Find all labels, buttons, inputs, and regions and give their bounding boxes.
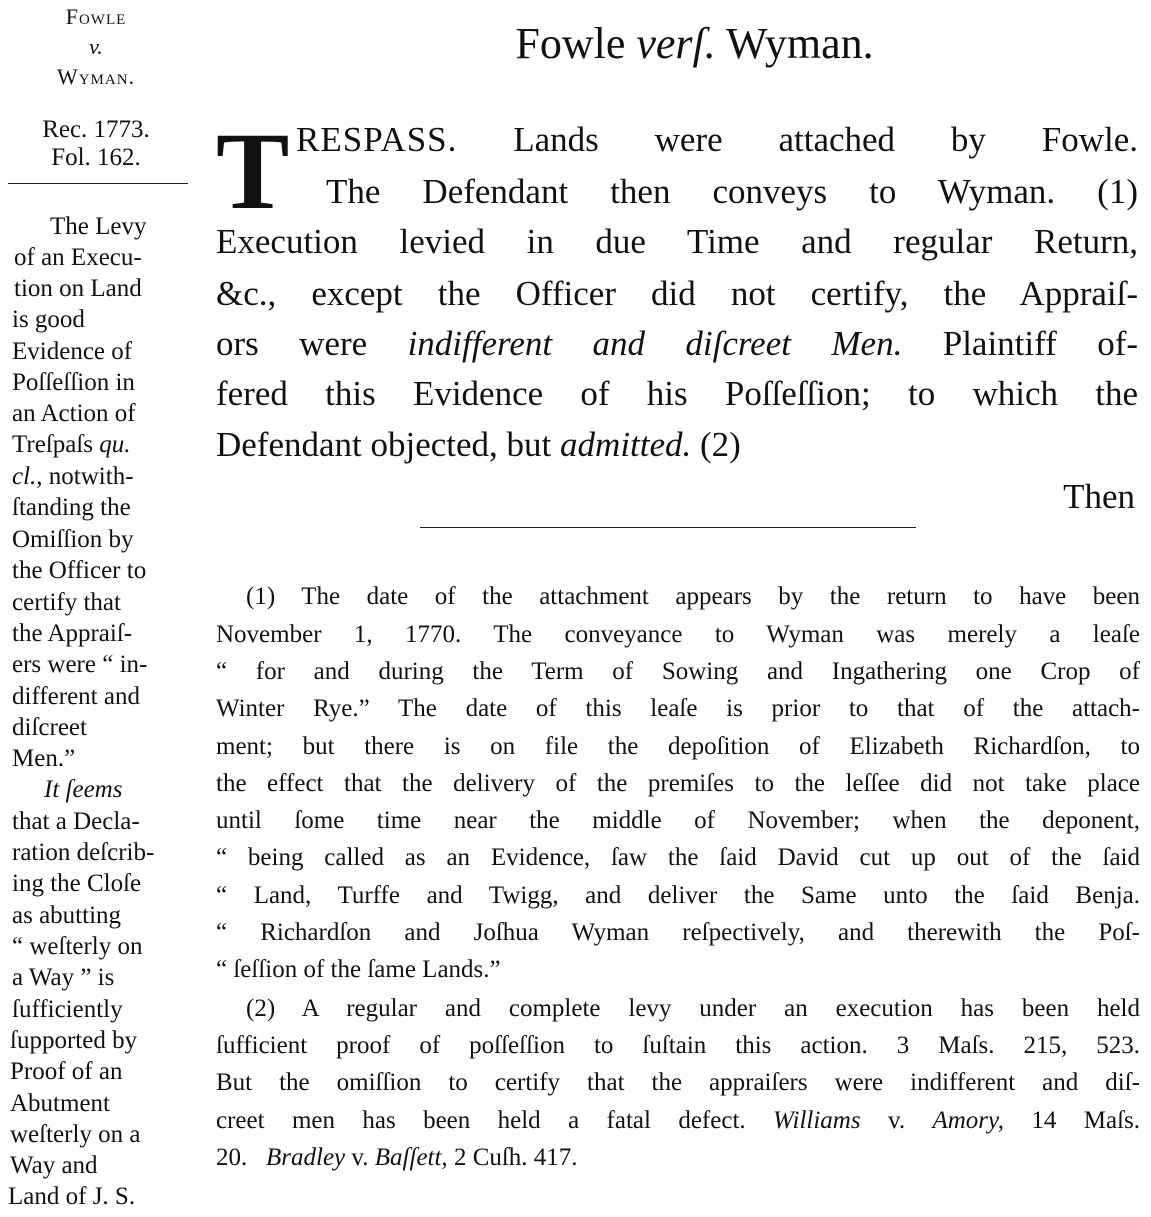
margin-note-line: the Officer to: [12, 557, 147, 584]
margin-note-line: a Way ” is: [12, 964, 115, 991]
margin-note-line: ing the Cloſe: [12, 870, 142, 897]
main-line-caps: RESPASS.: [296, 120, 458, 159]
footnote-line: “ being called as an Evidence, ſaw the ſaid David cut up out of the ſaid: [216, 844, 1140, 871]
title-plaintiff: Fowle: [515, 19, 626, 68]
page-title: [0, 18, 1151, 69]
margin-note-line: ration deſcrib-: [12, 839, 155, 866]
footnote-line: Winter Rye.” The date of this leaſe is prior to that of the attach-: [216, 695, 1140, 722]
margin-note-line: Omiſſion by: [12, 526, 134, 553]
margin-note-line: tion on Land: [14, 275, 142, 302]
margin-record: Rec. 1773.: [42, 116, 150, 143]
main-line: [296, 122, 1138, 157]
footnote-line: until ſome time near the middle of November; when the deponent,: [216, 807, 1140, 834]
main-line: &c., except the Officer did not certify, the Appraiſ-: [216, 274, 1138, 313]
main-line: [216, 427, 1138, 462]
margin-note-line: Abutment: [10, 1090, 110, 1117]
footnote-line: “ for and during the Term of Sowing and Ingathering one Crop of: [216, 658, 1140, 685]
footnote-text: 2 Cuſh. 417.: [453, 1144, 578, 1171]
margin-note-line: an Action of: [12, 400, 136, 427]
margin-note-line: ſufficiently: [12, 996, 123, 1023]
case-name-italic: Bradley: [266, 1144, 346, 1171]
margin-note-line: as abutting: [12, 902, 122, 929]
footnote-text: v.: [887, 1107, 906, 1134]
margin-note-line: diſcreet: [12, 714, 87, 741]
margin-note-line: Proof of an: [10, 1058, 123, 1085]
margin-note-line: that a Decla-: [12, 808, 140, 835]
footnote-line: ſufficient proof of poſſeſſion to ſuſtain this action. 3 Maſs. 215, 523.: [216, 1032, 1140, 1059]
margin-note-line: the Appraiſ-: [12, 620, 133, 647]
footnote-line: But the omiſſion to certify that the appraiſers were indifferent and diſ-: [216, 1069, 1140, 1096]
footnote-line: (2) A regular and complete levy under an execution has been held: [246, 995, 1140, 1022]
footnote-line: November 1, 1770. The conveyance to Wyman was merely a leaſe: [216, 621, 1140, 648]
drop-cap: T: [216, 110, 290, 232]
main-line-italic: indifferent and diſcreet Men.: [407, 324, 903, 363]
main-line: [216, 326, 1138, 361]
main-line-part: Plaintiff of-: [942, 324, 1139, 363]
footnote-line: (1) The date of the attachment appears by the return to have been: [246, 583, 1140, 610]
margin-note-line: cl., notwith-: [12, 463, 134, 490]
margin-note-line: Men.”: [12, 745, 76, 772]
margin-note-line: Treſpaſs qu.: [12, 431, 131, 458]
main-line: The Defendant then conveys to Wyman. (1): [326, 172, 1138, 211]
margin-case-top: Fowle: [65, 4, 127, 29]
title-defendant: Wyman.: [725, 19, 874, 68]
footnote-line: “ Richardſon and Joſhua Wyman reſpectively, and therewith the Poſ-: [216, 919, 1140, 946]
main-line: Execution levied in due Time and regular Return,: [216, 222, 1138, 261]
footnote-line: the effect that the delivery of the premiſes to the leſſee did not take place: [216, 770, 1140, 797]
margin-note-line: of an Execu-: [14, 244, 142, 271]
catchword: Then: [1063, 477, 1135, 516]
margin-note-line: It ſeems: [44, 776, 123, 803]
margin-note-line: The Levy: [50, 213, 147, 240]
footnote-line: ment; but there is on file the depoſition of Elizabeth Richardſon, to: [216, 733, 1140, 760]
main-line-part: ors were: [216, 324, 368, 363]
margin-note-line: ſupported by: [10, 1027, 138, 1054]
footnote-text: creet men has been held a fatal defect.: [216, 1107, 746, 1134]
footnote-text: 14 Maſs.: [1031, 1107, 1141, 1134]
footnote-line: “ Land, Turffe and Twigg, and deliver the Same unto the ſaid Benja.: [216, 882, 1140, 909]
main-line-part: Defendant objected, but: [216, 425, 552, 464]
case-name-italic: Baſſett,: [374, 1144, 448, 1171]
margin-note-line: different and: [12, 683, 140, 710]
margin-folio: Fol. 162.: [51, 144, 141, 171]
margin-note-line: Evidence of: [12, 338, 133, 365]
main-line-part: (2): [700, 425, 741, 464]
margin-note-line: ſtanding the: [12, 494, 131, 521]
margin-note-line: Land of J. S.: [8, 1183, 136, 1210]
margin-case-versus: v.: [89, 34, 103, 59]
case-name-italic: Williams: [773, 1107, 861, 1134]
footnote-line: [216, 1145, 1140, 1170]
margin-note-line: certify that: [12, 589, 121, 616]
margin-note-line: “ weſterly on: [12, 933, 143, 960]
margin-note-line: ers were “ in-: [12, 651, 148, 678]
margin-note-line: Poſſeſſion in: [12, 369, 135, 396]
margin-case-bottom: Wyman.: [56, 64, 136, 89]
margin-note-line: Way and: [10, 1152, 98, 1179]
margin-record-citation: [6, 116, 186, 172]
main-line: fered this Evidence of his Poſſeſſion; to which the: [216, 374, 1138, 413]
margin-note-line: weſterly on a: [10, 1121, 141, 1148]
footnote-text: v.: [351, 1144, 369, 1171]
footnote-text: 20.: [216, 1144, 248, 1171]
margin-divider: [8, 183, 188, 184]
main-line-rest: Lands were attached by Fowle.: [513, 120, 1138, 159]
case-name-italic: Amory,: [932, 1107, 1005, 1134]
footnote-divider: [420, 527, 916, 528]
footnote-line: [216, 1108, 1140, 1133]
main-line-italic: admitted.: [560, 425, 692, 464]
footnote-line: “ ſeſſion of the ſame Lands.”: [216, 956, 501, 983]
margin-note-line: is good: [12, 306, 85, 333]
title-versus: verſ.: [636, 19, 716, 68]
